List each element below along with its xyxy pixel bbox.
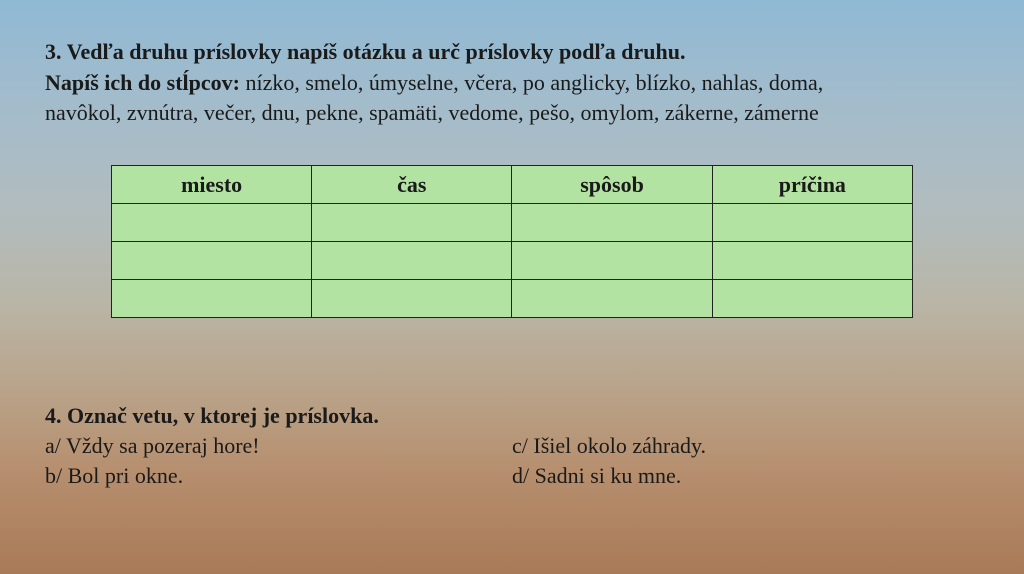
table-row xyxy=(112,280,913,318)
adverb-category-table xyxy=(111,165,913,318)
task3-words-part2: navôkol, zvnútra, večer, dnu, pekne, spamäti, vedome, pešo, omylom, zákerne, zámerne xyxy=(45,100,819,125)
header-pricina: príčina xyxy=(712,166,912,204)
option-a: a/ Vždy sa pozeraj hore! xyxy=(45,433,260,458)
table-cell[interactable] xyxy=(712,204,912,242)
header-miesto: miesto xyxy=(112,166,312,204)
header-cas: čas xyxy=(312,166,512,204)
table-row xyxy=(112,204,913,242)
header-sposob: spôsob xyxy=(512,166,712,204)
table-cell[interactable] xyxy=(112,280,312,318)
table-cell[interactable] xyxy=(512,280,712,318)
table-cell[interactable] xyxy=(712,242,912,280)
option-c: c/ Išiel okolo záhrady. xyxy=(512,433,707,458)
task3-instruction-label: Napíš ich do stĺpcov: xyxy=(45,70,240,95)
task3-words-part1: nízko, smelo, úmyselne, včera, po anglicky, blízko, nahlas, doma, xyxy=(239,70,824,95)
table-cell[interactable] xyxy=(112,204,312,242)
task3-title: 3. Vedľa druhu príslovky napíš otázku a urč príslovky podľa druhu. xyxy=(45,39,686,64)
table-cell[interactable] xyxy=(312,204,512,242)
table-cell[interactable] xyxy=(112,242,312,280)
option-d: d/ Sadni si ku mne. xyxy=(512,463,682,488)
option-b: b/ Bol pri okne. xyxy=(45,463,184,488)
table-cell[interactable] xyxy=(312,280,512,318)
table-cell[interactable] xyxy=(512,242,712,280)
task3-instruction xyxy=(45,69,823,97)
table-cell[interactable] xyxy=(712,280,912,318)
table-cell[interactable] xyxy=(512,204,712,242)
task4-title: 4. Označ vetu, v ktorej je príslovka. xyxy=(45,403,379,428)
table-header-row xyxy=(112,166,913,204)
table-cell[interactable] xyxy=(312,242,512,280)
table-row xyxy=(112,242,913,280)
